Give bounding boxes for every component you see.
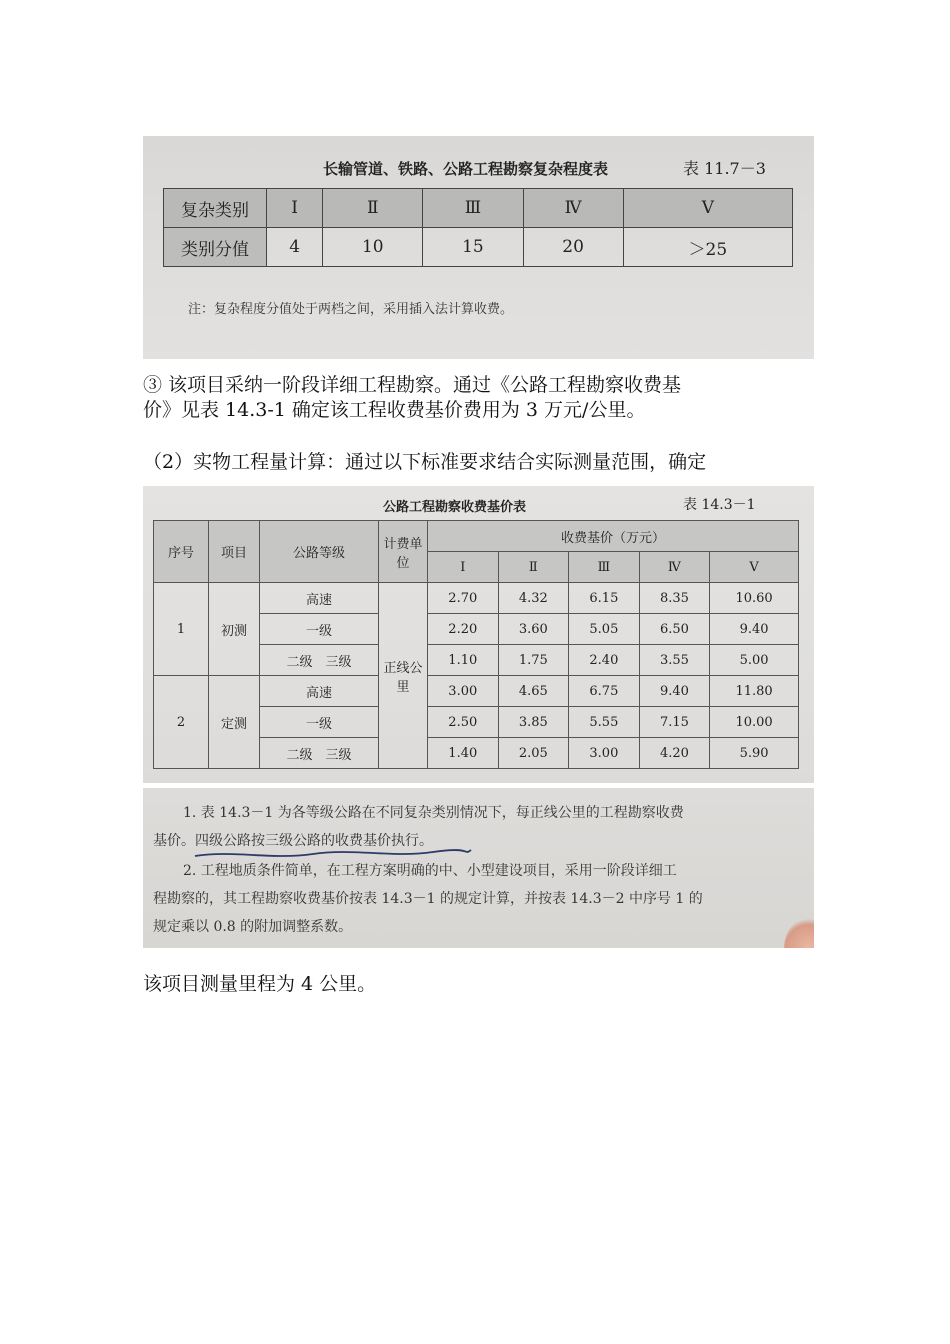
- grade-cell: 一级: [260, 707, 379, 738]
- price-cell: 7.15: [639, 707, 710, 738]
- table2-title: 公路工程勘察收费基价表: [383, 500, 527, 515]
- grade-cell: 高速: [260, 676, 379, 707]
- price-cell: 10.60: [710, 583, 799, 614]
- price-cell: 1.10: [428, 645, 499, 676]
- price-col-3: Ⅲ: [569, 552, 640, 583]
- header-label: 复杂类别: [164, 189, 267, 228]
- group-item: 初测: [209, 583, 260, 676]
- price-col-5: Ⅴ: [710, 552, 799, 583]
- price-cell: 2.20: [428, 614, 499, 645]
- col-unit: 计费单位: [379, 521, 428, 583]
- price-cell: 2.70: [428, 583, 499, 614]
- grade-cell: 高速: [260, 583, 379, 614]
- paragraph-stage-survey: [143, 373, 681, 423]
- price-cell: 6.50: [639, 614, 710, 645]
- value-1: 4: [267, 228, 323, 267]
- note-line-5: 规定乘以 0.8 的附加调整系数。: [153, 919, 353, 935]
- photo-notes: [143, 788, 814, 948]
- grade-cell: 二级 三级: [260, 645, 379, 676]
- price-cell: 6.15: [569, 583, 640, 614]
- price-cell: 5.55: [569, 707, 640, 738]
- unit-cell: 正线公里: [379, 583, 428, 769]
- group-seq: 1: [154, 583, 209, 676]
- paragraph-line-1: ③ 该项目采纳一阶段详细工程勘察。通过《公路工程勘察收费基: [143, 374, 682, 396]
- category-3: Ⅲ: [423, 189, 523, 228]
- table1-title: 长输管道、铁路、公路工程勘察复杂程度表: [323, 160, 609, 178]
- col-price: 收费基价（万元）: [428, 521, 799, 552]
- price-cell: 2.40: [569, 645, 640, 676]
- finger-shadow: [784, 918, 814, 948]
- price-cell: 4.65: [498, 676, 569, 707]
- table1-number: 表 11.7－3: [683, 159, 766, 178]
- price-cell: 3.00: [569, 738, 640, 769]
- grade-cell: 一级: [260, 614, 379, 645]
- table-row: [154, 583, 799, 614]
- value-2: 10: [323, 228, 423, 267]
- price-cell: 3.55: [639, 645, 710, 676]
- price-table: [153, 520, 799, 769]
- row-label: 类别分值: [164, 228, 267, 267]
- price-cell: 10.00: [710, 707, 799, 738]
- price-cell: 3.85: [498, 707, 569, 738]
- price-cell: 11.80: [710, 676, 799, 707]
- col-seq: 序号: [154, 521, 209, 583]
- price-cell: 5.05: [569, 614, 640, 645]
- price-cell: 1.40: [428, 738, 499, 769]
- category-1: Ⅰ: [267, 189, 323, 228]
- table1-note: 注：复杂程度分值处于两档之间，采用插入法计算收费。: [188, 302, 514, 317]
- value-3: 15: [423, 228, 523, 267]
- price-cell: 4.20: [639, 738, 710, 769]
- price-cell: 5.00: [710, 645, 799, 676]
- photo-complexity-table: [143, 136, 814, 359]
- price-cell: 9.40: [710, 614, 799, 645]
- grade-cell: 二级 三级: [260, 738, 379, 769]
- category-2: Ⅱ: [323, 189, 423, 228]
- price-cell: 2.50: [428, 707, 499, 738]
- note-line-3: 2. 工程地质条件简单，在工程方案明确的中、小型建设项目，采用一阶段详细工: [183, 863, 677, 879]
- value-5: ＞25: [623, 228, 792, 267]
- price-cell: 5.90: [710, 738, 799, 769]
- photo-price-table: [143, 486, 814, 783]
- table2-number: 表 14.3－1: [683, 497, 756, 513]
- price-col-4: Ⅳ: [639, 552, 710, 583]
- group-seq: 2: [154, 676, 209, 769]
- price-cell: 8.35: [639, 583, 710, 614]
- price-cell: 2.05: [498, 738, 569, 769]
- complexity-table: [163, 188, 793, 267]
- note-line-2: 基价。四级公路按三级公路的收费基价执行。: [153, 833, 433, 849]
- col-grade: 公路等级: [260, 521, 379, 583]
- price-cell: 9.40: [639, 676, 710, 707]
- price-col-1: Ⅰ: [428, 552, 499, 583]
- price-cell: 1.75: [498, 645, 569, 676]
- note-line-1: 1. 表 14.3－1 为各等级公路在不同复杂类别情况下，每正线公里的工程勘察收费: [183, 805, 684, 821]
- price-cell: 6.75: [569, 676, 640, 707]
- price-cell: 3.00: [428, 676, 499, 707]
- note-line-4: 程勘察的，其工程勘察收费基价按表 14.3－1 的规定计算，并按表 14.3－2 中序号 1 的: [153, 891, 703, 907]
- table-row: [154, 676, 799, 707]
- price-cell: 4.32: [498, 583, 569, 614]
- price-cell: 3.60: [498, 614, 569, 645]
- paragraph-line-2: 价》见表 14.3-1 确定该工程收费基价费用为 3 万元/公里。: [143, 399, 646, 421]
- col-item: 项目: [209, 521, 260, 583]
- price-col-2: Ⅱ: [498, 552, 569, 583]
- category-4: Ⅳ: [523, 189, 623, 228]
- paragraph-quantity: （2）实物工程量计算：通过以下标准要求结合实际测量范围，确定: [143, 451, 707, 473]
- paragraph-mileage: 该项目测量里程为 4 公里。: [143, 973, 377, 995]
- category-5: Ⅴ: [623, 189, 792, 228]
- group-item: 定测: [209, 676, 260, 769]
- value-4: 20: [523, 228, 623, 267]
